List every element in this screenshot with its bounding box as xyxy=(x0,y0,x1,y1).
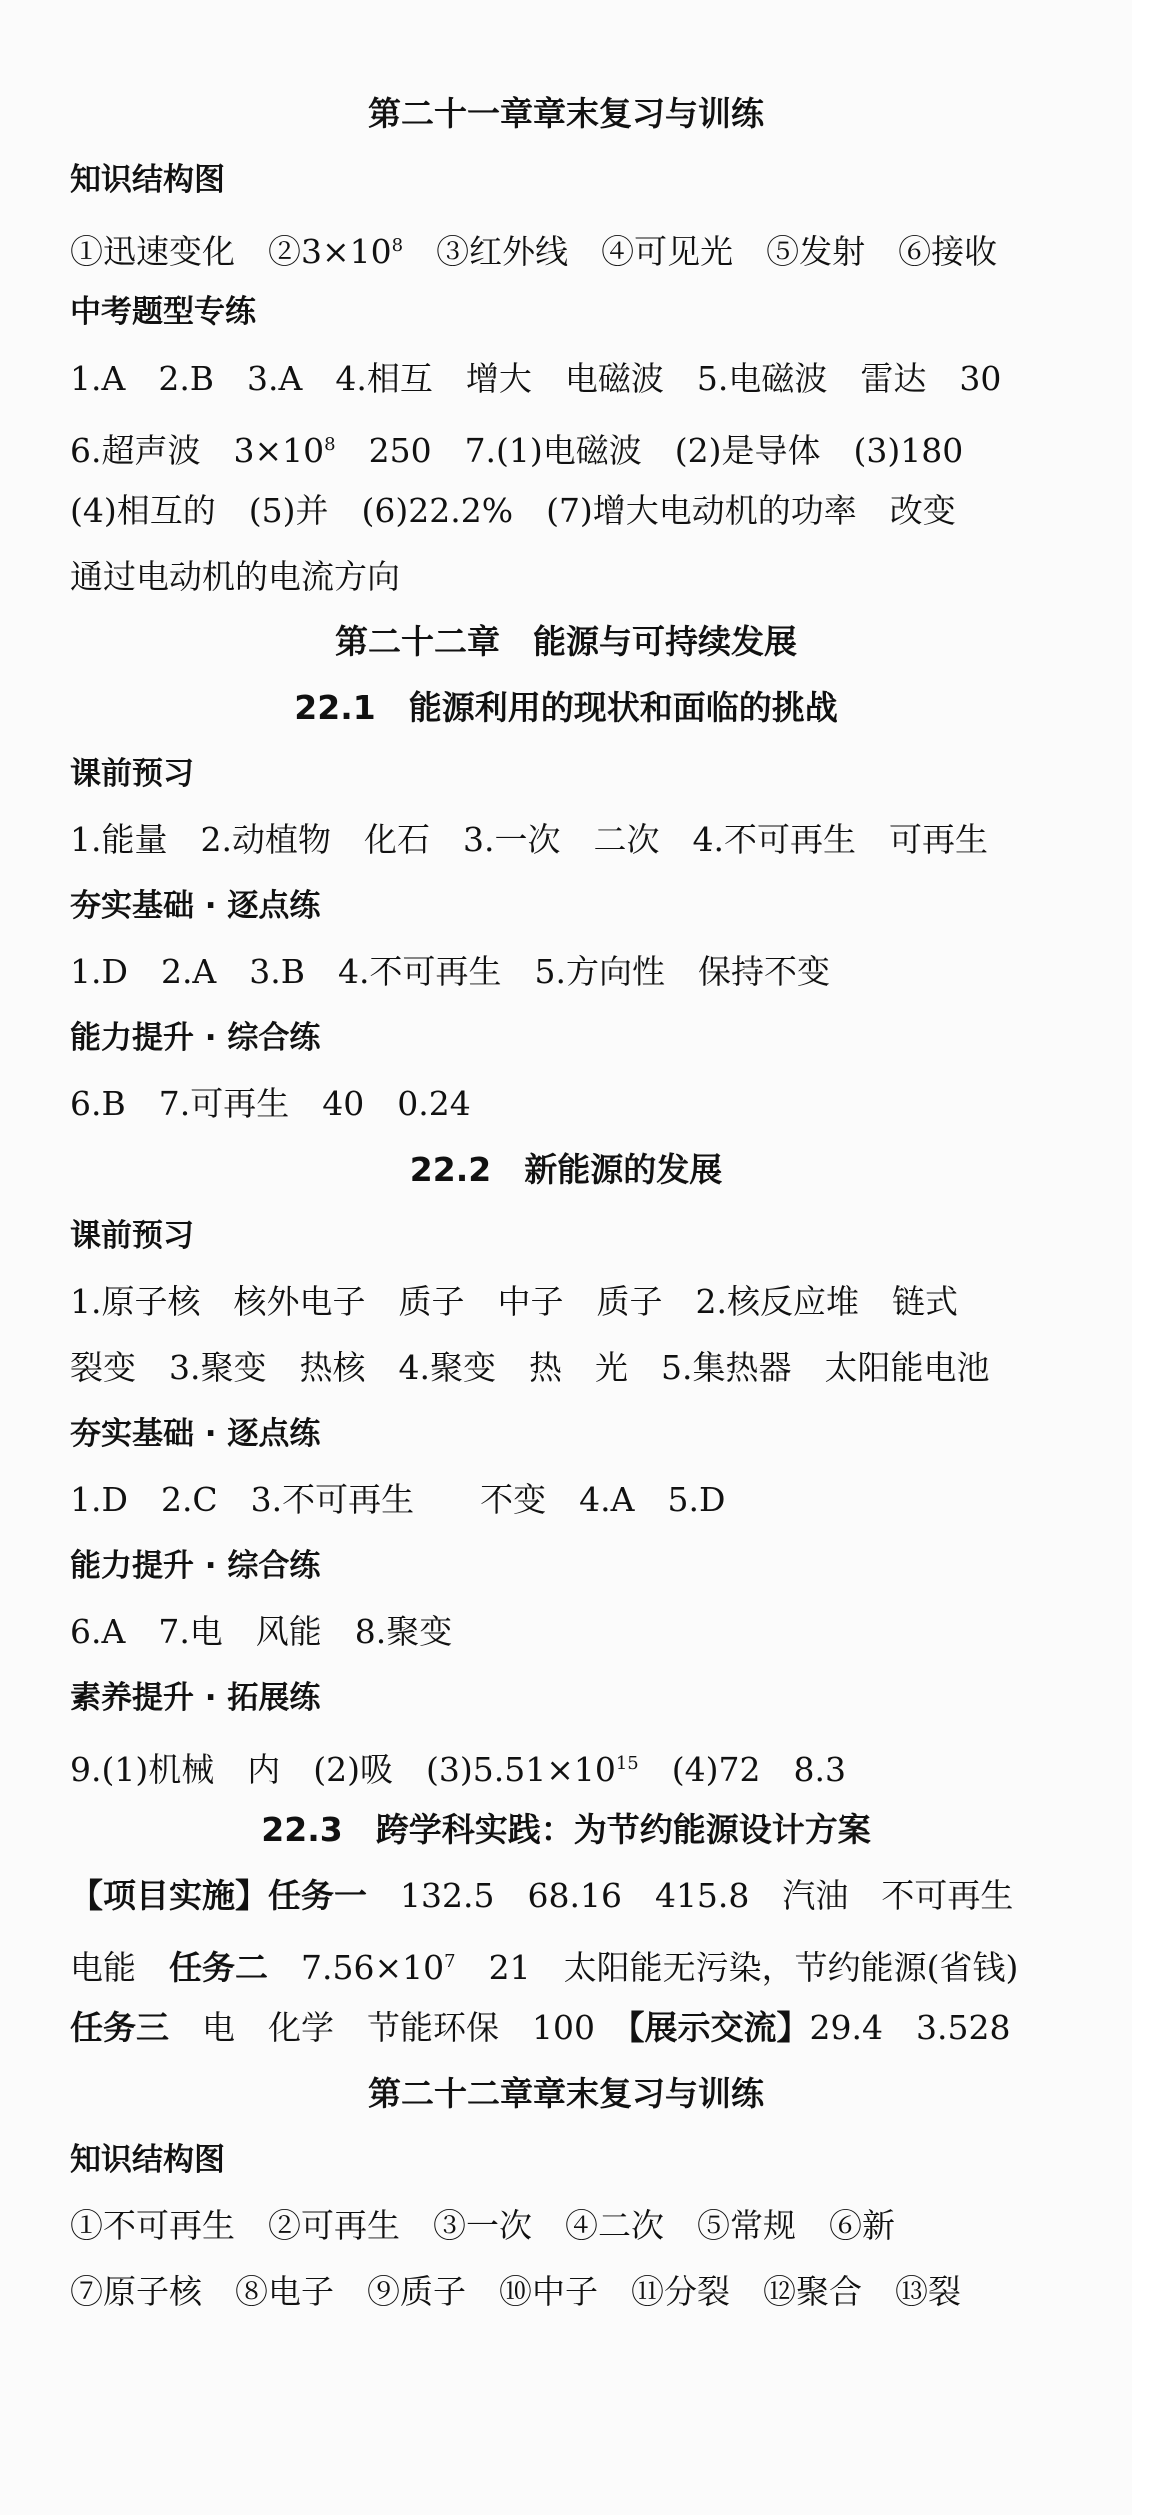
exam-answers-line-2 xyxy=(70,425,1092,471)
exponent: 8 xyxy=(391,235,404,256)
exam-practice-heading: 中考题型专练 xyxy=(70,294,256,330)
answer-text: 电 化学 节能环保 100 xyxy=(169,2008,628,2047)
answer-text: 132.5 68.16 415.8 汽油 不可再生 xyxy=(367,1876,1014,1915)
answer-text: 250 7.(1)电磁波 (2)是导体 (3)180 xyxy=(335,431,964,470)
preview-heading: 课前预习 xyxy=(70,1218,194,1254)
ability-practice-answers: 6.B 7.可再生 40 0.24 xyxy=(70,1084,471,1123)
exam-answers-line-3: (4)相互的 (5)并 (6)22.2% (7)增大电动机的功率 改变 xyxy=(70,491,956,530)
section-22-2-title: 22.2 新能源的发展 xyxy=(409,1150,723,1189)
answer-text: (4)72 8.3 xyxy=(638,1750,846,1789)
chapter22-review-title: 第二十二章章末复习与训练 xyxy=(368,2074,764,2113)
task-label: 【展示交流】 xyxy=(628,2008,810,2047)
ability-practice-heading: 能力提升 · 综合练 xyxy=(70,1548,321,1584)
ability-practice-answers: 6.A 7.电 风能 8.聚变 xyxy=(70,1612,453,1651)
basic-practice-heading: 夯实基础 · 逐点练 xyxy=(70,1416,321,1452)
preview-answers-line-1: 1.原子核 核外电子 质子 中子 质子 2.核反应堆 链式 xyxy=(70,1282,958,1321)
answer-text: 29.4 3.528 xyxy=(809,2008,1011,2047)
task-label: 【项目实施】任务一 xyxy=(70,1876,367,1915)
section-22-3-title: 22.3 跨学科实践：为节约能源设计方案 xyxy=(261,1810,871,1849)
basic-practice-heading: 夯实基础 · 逐点练 xyxy=(70,888,321,924)
project-line-2 xyxy=(70,1942,1092,1988)
exponent: 8 xyxy=(324,434,336,455)
basic-practice-answers: 1.D 2.A 3.B 4.不可再生 5.方向性 保持不变 xyxy=(70,952,830,991)
answer-text: 电能 xyxy=(70,1948,169,1987)
knowledge-structure-answers xyxy=(70,226,1092,272)
exponent: 7 xyxy=(444,1951,456,1972)
ability-practice-heading: 能力提升 · 综合练 xyxy=(70,1020,321,1056)
project-line-1 xyxy=(70,1876,1092,1916)
knowledge-structure-line-1: ①不可再生 ②可再生 ③一次 ④二次 ⑤常规 ⑥新 xyxy=(70,2206,895,2245)
task-label: 任务三 xyxy=(70,2008,169,2047)
extension-practice-answers xyxy=(70,1744,1092,1790)
chapter21-review-title: 第二十一章章末复习与训练 xyxy=(368,94,764,133)
knowledge-structure-heading: 知识结构图 xyxy=(70,2142,225,2178)
knowledge-structure-line-2: ⑦原子核 ⑧电子 ⑨质子 ⑩中子 ⑪分裂 ⑫聚合 ⑬裂 xyxy=(70,2272,961,2311)
chapter22-title: 第二十二章 能源与可持续发展 xyxy=(335,622,797,661)
preview-answers-line-2: 裂变 3.聚变 热核 4.聚变 热 光 5.集热器 太阳能电池 xyxy=(70,1348,990,1387)
exponent: 15 xyxy=(615,1753,639,1774)
knowledge-structure-heading: 知识结构图 xyxy=(70,162,225,198)
section-22-1-title: 22.1 能源利用的现状和面临的挑战 xyxy=(294,688,838,727)
answer-text: ①迅速变化 ②3×10 xyxy=(70,232,392,271)
exam-answers-line-4: 通过电动机的电流方向 xyxy=(70,557,400,596)
answer-text: 21 太阳能无污染，节约能源(省钱) xyxy=(455,1948,1019,1987)
answer-text: 7.56×10 xyxy=(268,1948,445,1987)
preview-answers: 1.能量 2.动植物 化石 3.一次 二次 4.不可再生 可再生 xyxy=(70,820,988,859)
answer-text: ③红外线 ④可见光 ⑤发射 ⑥接收 xyxy=(403,232,998,271)
preview-heading: 课前预习 xyxy=(70,756,194,792)
extension-practice-heading: 素养提升 · 拓展练 xyxy=(70,1680,321,1716)
project-line-3 xyxy=(70,2008,1092,2048)
basic-practice-answers: 1.D 2.C 3.不可再生 不变 4.A 5.D xyxy=(70,1480,726,1519)
task-label: 任务二 xyxy=(169,1948,268,1987)
answer-text: 9.(1)机械 内 (2)吸 (3)5.51×10 xyxy=(70,1750,616,1789)
exam-answers-line-1: 1.A 2.B 3.A 4.相互 增大 电磁波 5.电磁波 雷达 30 xyxy=(70,359,1002,398)
answer-text: 6.超声波 3×10 xyxy=(70,431,325,470)
